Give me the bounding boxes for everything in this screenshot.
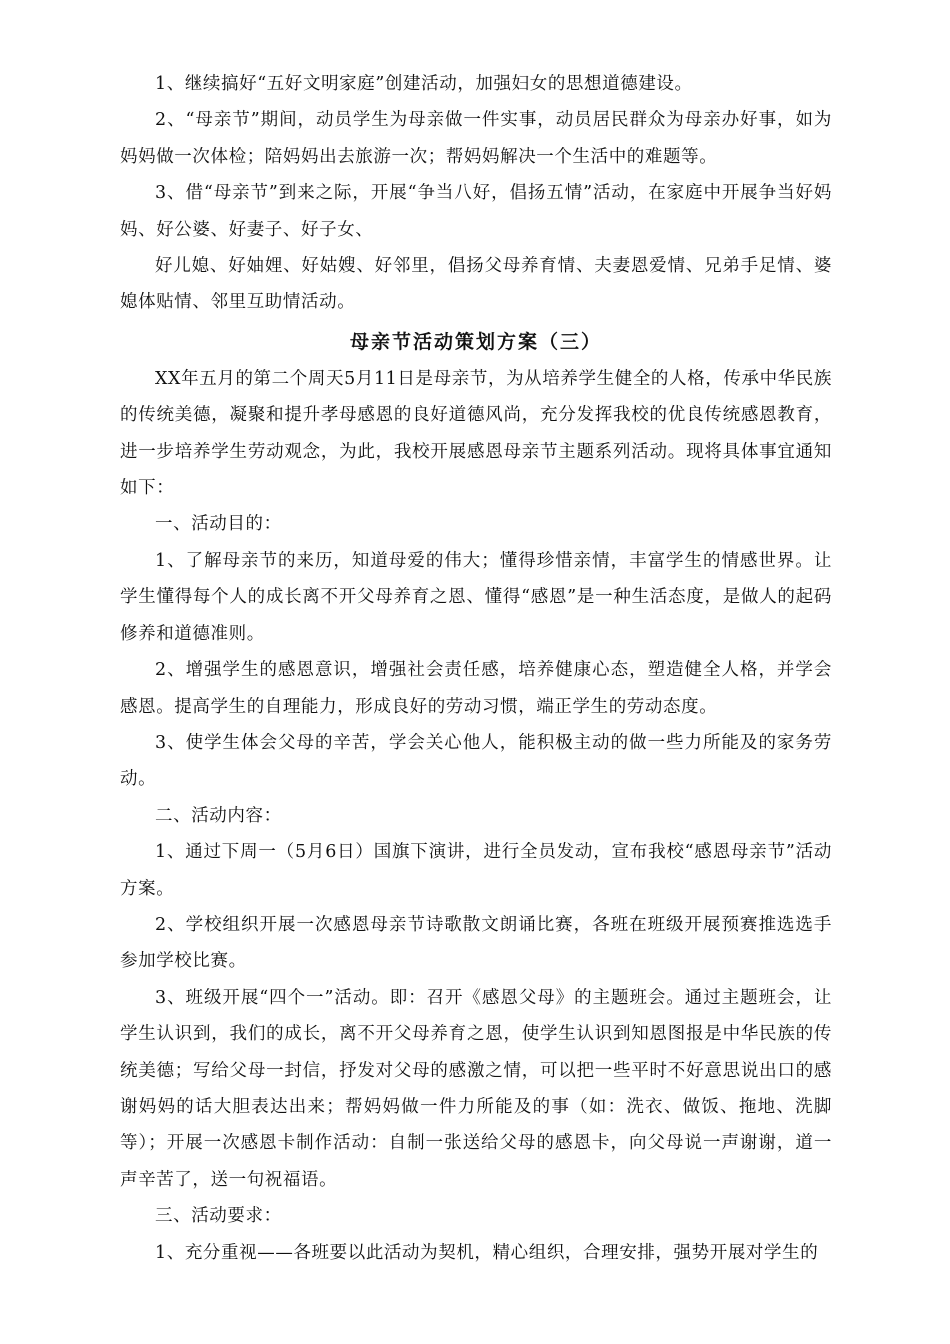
purpose-item-1: 1、了解母亲节的来历，知道母爱的伟大；懂得珍惜亲情，丰富学生的情感世界。让学生懂得每个人的成长离不开父母养育之恩、懂得“感恩”是一种生活态度，是做人的起码修养和道德准则。 <box>120 550 832 644</box>
paragraph-before-4: 好儿媳、好妯娌、好姑嫂、好邻里，倡扬父母养育情、夫妻恩爱情、兄弟手足情、婆媳体贴情、邻里互助情活动。 <box>120 256 832 313</box>
paragraph-before-1: 1、继续搞好“五好文明家庭”创建活动，加强妇女的思想道德建设。 <box>155 74 693 94</box>
purpose-item-2: 2、增强学生的感恩意识，增强社会责任感，培养健康心态，塑造健全人格，并学会感恩。提高学生的自理能力，形成良好的劳动习惯，端正学生的劳动态度。 <box>120 660 832 717</box>
paragraph-before-2: 2、“母亲节”期间，动员学生为母亲做一件实事，动员居民群众为母亲办好事，如为妈妈做一次体检；陪妈妈出去旅游一次；帮妈妈解决一个生活中的难题等。 <box>120 110 832 167</box>
content-item-1: 1、通过下周一（5月6日）国旗下演讲，进行全员发动，宣布我校“感恩母亲节”活动方案。 <box>120 842 832 899</box>
purpose-item-3: 3、使学生体会父母的辛苦，学会关心他人，能积极主动的做一些力所能及的家务劳动。 <box>120 732 832 790</box>
intro-paragraph: XX年五月的第二个周天5月11日是母亲节，为从培养学生健全的人格，传承中华民族的传统美德，凝聚和提升孝母感恩的良好道德风尚，充分发挥我校的优良传统感恩教育，进一步培养学生劳动观念，为此，我校开展感恩母亲节主题系列活动。现将具体事宜通知如下： <box>120 368 832 499</box>
content-item-3: 3、班级开展“四个一”活动。即：召开《感恩父母》的主题班会。通过主题班会，让学生认识到，我们的成长，离不开父母养育之恩，使学生认识到知恩图报是中华民族的传统美德；写给父母一封信，抒发对父母的感激之情，可以把一些平时不好意思说出口的感谢妈妈的话大胆表达出来；帮妈妈做一件力所能及的事（如：洗衣、做饭、拖地、洗脚等）；开展一次感恩卡制作活动：自制一张送给父母的感恩卡，向父母说一声谢谢，道一声辛苦了，送一句祝福语。 <box>120 987 832 1190</box>
heading-purpose: 一、活动目的： <box>155 514 282 535</box>
section-title: 母亲节活动策划方案（三） <box>349 330 602 353</box>
content-item-2: 2、学校组织开展一次感恩母亲节诗歌散文朗诵比赛，各班在班级开展预赛推选选手参加学校比赛。 <box>120 914 832 972</box>
requirement-item-1: 1、充分重视——各班要以此活动为契机，精心组织，合理安排，强势开展对学生的 <box>155 1242 819 1263</box>
heading-requirements: 三、活动要求： <box>155 1206 282 1227</box>
document-body <box>120 66 832 1271</box>
paragraph-before-3: 3、借“母亲节”到来之际，开展“争当八好，倡扬五情”活动，在家庭中开展争当好妈妈、好公婆、好妻子、好子女、 <box>120 183 832 240</box>
heading-content: 二、活动内容： <box>155 805 282 826</box>
